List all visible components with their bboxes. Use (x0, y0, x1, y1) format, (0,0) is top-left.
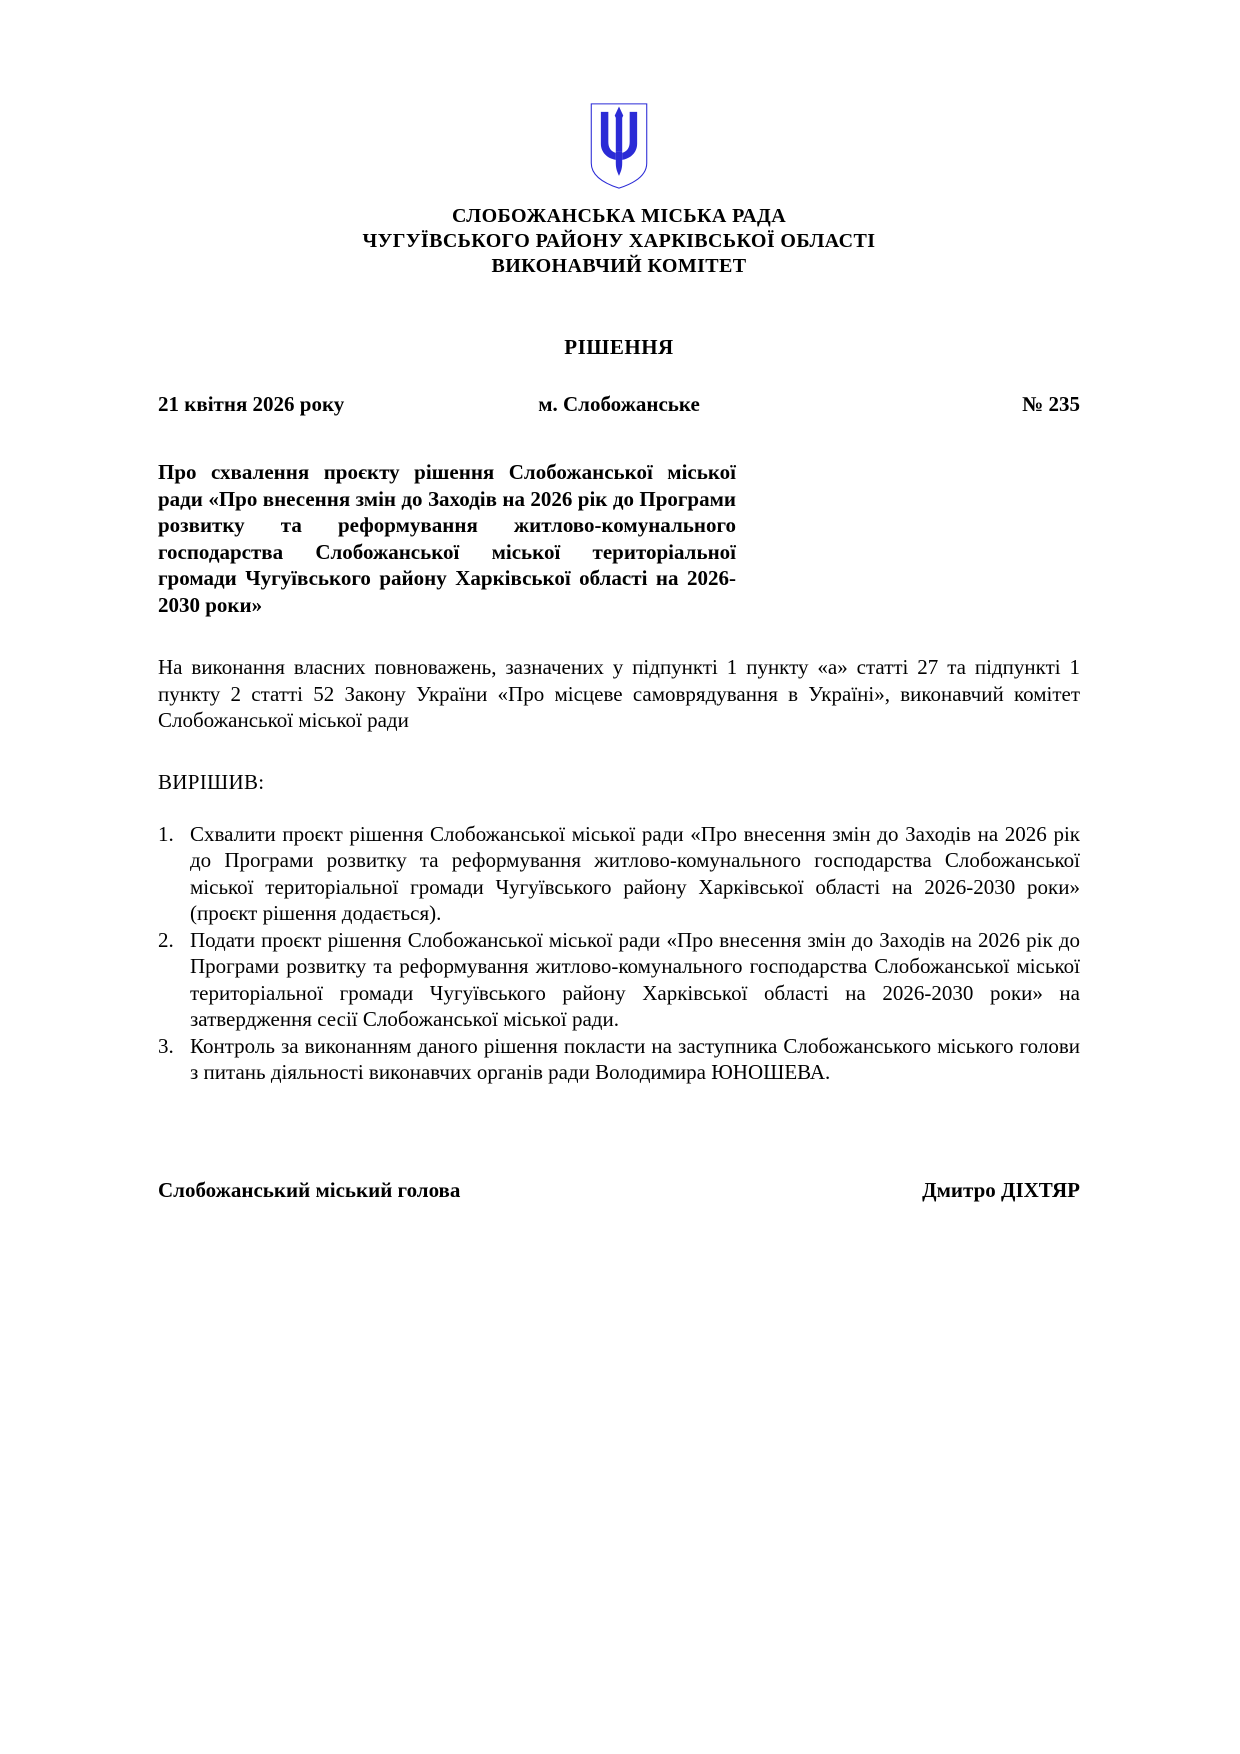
item-number: 3. (158, 1033, 174, 1058)
org-name: СЛОБОЖАНСЬКА МІСЬКА РАДА (451, 205, 787, 227)
subject-paragraph: Про схвалення проєкту рішення Слобожанської міської ради «Про внесення змін до Заходів на 2026 рік до Програми розвитку та реформування житлово-комунального господарства Слобожанської міської територіальної громади Чугуївського району Харківської області на 2026-2030 роки» (158, 460, 736, 617)
document-header (158, 204, 1080, 279)
list-item (158, 821, 1080, 927)
item-text: Схвалити проєкт рішення Слобожанської міської ради «Про внесення змін до Заходів на 2026 рік до Програми розвитку та реформування житлово-комунального господарства Слобожанської міської територіальної громади Чугуївського району Харківської області на 2026-2030 роки» (проєкт рішення додається). (190, 821, 1080, 925)
document-place: м. Слобожанське (538, 392, 700, 416)
ukraine-trident-emblem-icon (587, 100, 651, 192)
resolution-items-list (158, 821, 1080, 1086)
list-item (158, 1033, 1080, 1086)
item-text: Подати проєкт рішення Слобожанської міської ради «Про внесення змін до Заходів на 2026 рік до Програми розвитку та реформування житлово-комунального господарства Слобожанської міської територіальної громади Чугуївського району Харківської області на 2026-2030 роки» на затвердження сесії Слобожанської міської ради. (190, 927, 1080, 1031)
meta-row (158, 392, 1080, 417)
org-committee: ВИКОНАВЧИЙ КОМІТЕТ (491, 255, 747, 277)
document-type-title: РІШЕННЯ (564, 335, 674, 359)
list-item (158, 927, 1080, 1033)
org-region: ЧУГУЇВСЬКОГО РАЙОНУ ХАРКІВСЬКОЇ ОБЛАСТІ (362, 230, 876, 252)
signature-row (158, 1178, 1080, 1203)
document-number: № 235 (1022, 392, 1080, 416)
document-date: 21 квітня 2026 року (158, 392, 345, 416)
signature-name: Дмитро ДІХТЯР (922, 1177, 1080, 1202)
item-text: Контроль за виконанням даного рішення покласти на заступника Слобожанського міського голови з питань діяльності виконавчих органів ради Володимира ЮНОШЕВА. (190, 1033, 1080, 1084)
resolved-label: ВИРІШИВ: (158, 769, 265, 794)
preamble-paragraph: На виконання власних повноважень, зазначених у підпункті 1 пункту «а» статті 27 та підпункті 1 пункту 2 статті 52 Закону України «Про місцеве самоврядування в Україні», виконавчий комітет Слобожанської міської ради (158, 655, 1080, 732)
item-number: 1. (158, 821, 174, 846)
signature-title: Слобожанський міський голова (158, 1177, 461, 1202)
item-number: 2. (158, 927, 174, 952)
